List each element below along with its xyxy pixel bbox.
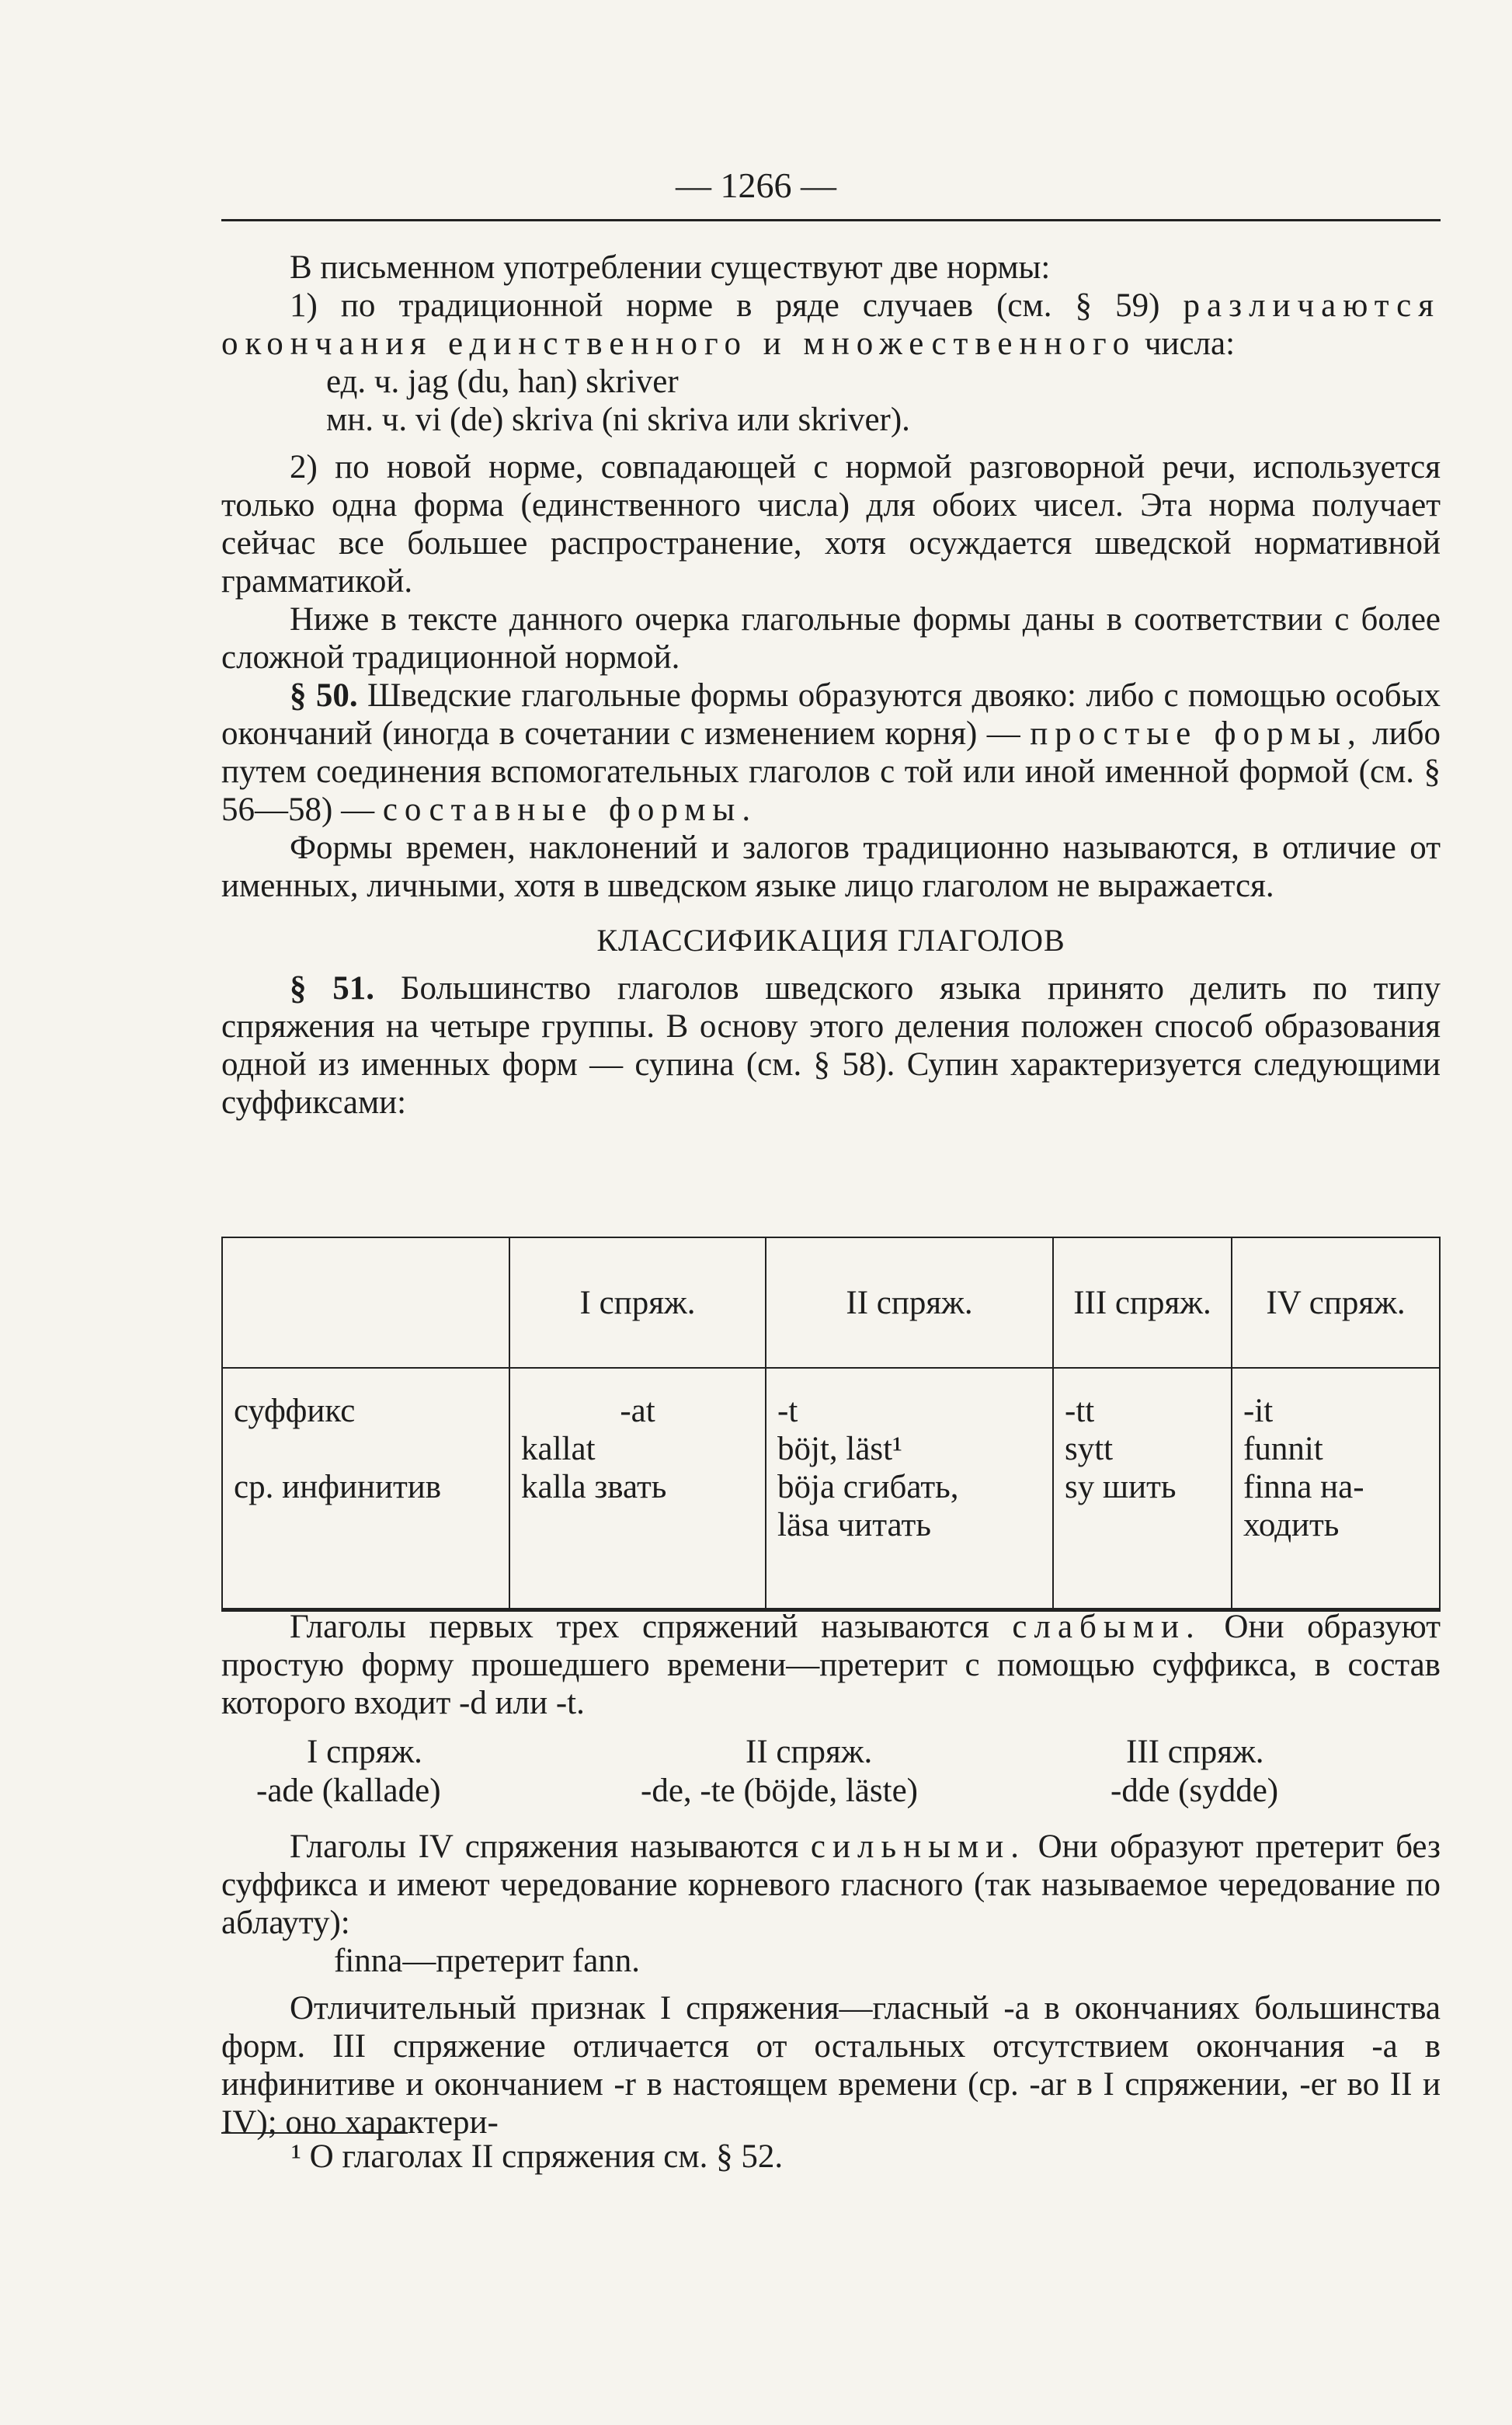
spaced-compound-forms: составные формы.: [382, 792, 758, 828]
cell-line: -t: [777, 1393, 798, 1429]
table-row: [222, 1368, 1440, 1609]
weak-verbs-text-b: Они образуют простую форму прошедшего времени—претерит с помощью суффикса, в состав которого входит -d или -t.: [221, 1609, 1441, 1721]
cell-line: böja сгибать,: [777, 1469, 959, 1505]
page-number: — 1266 —: [676, 165, 836, 205]
paragraph-norms-intro: В письменном употреблении существуют две нормы:: [290, 249, 1051, 286]
preterite-header-1: I спряж.: [307, 1734, 422, 1770]
spaced-text-differ: различаются окончания единственного и множественного: [221, 287, 1441, 362]
preterite-suffix-1: -ade (kallade): [256, 1773, 441, 1809]
paragraph-traditional-norm: [221, 287, 1441, 363]
conjugation-table: [221, 1237, 1441, 1609]
text-block-2: [221, 1608, 1441, 2141]
spaced-strong: сильными.: [810, 1828, 1026, 1865]
cell-line: -at: [620, 1393, 655, 1429]
text-number: числа:: [1144, 325, 1236, 362]
section-sign-50: § 50.: [290, 677, 358, 714]
paragraph-personal-forms: Формы времен, наклонений и залогов традиционно называются, в отличие от именных, личными, хотя в шведском языке лицо глаголом не выражается.: [221, 830, 1441, 904]
table-header-conj-3: III спряж.: [1053, 1237, 1232, 1368]
section-51-text: Большинство глаголов шведского языка принято делить по типу спряжения на четыре группы. В основу этого деления положен способ образования одной из именных форм — супина (см. § 58). Супин характеризуется следующими суффиксами:: [221, 970, 1441, 1121]
spaced-weak: слабыми.: [1012, 1609, 1201, 1645]
table-cell-conj-2: [766, 1368, 1053, 1609]
paragraph-section-51: [221, 969, 1441, 1122]
footnote: ¹ О глаголах II спряжения см. § 52.: [291, 2138, 784, 2175]
row-label-infinitive: ср. инфинитив: [234, 1469, 442, 1505]
example-ablaut: finna—претерит fann.: [334, 1943, 641, 1979]
header-rule: [221, 219, 1441, 221]
row-label-suffix: суффикс: [234, 1393, 356, 1429]
traditional-norm-text: 1) по традиционной норме в ряде случаев (см. § 59): [290, 287, 1160, 324]
table-cell-conj-4: [1232, 1368, 1440, 1609]
cell-line: sy шить: [1065, 1469, 1177, 1505]
table-header-conj-2: II спряж.: [766, 1237, 1053, 1368]
cell-line: sytt: [1065, 1431, 1114, 1467]
cell-line: funnit: [1243, 1431, 1323, 1467]
cell-line: kallat: [521, 1431, 596, 1467]
paragraph-section-50: [221, 677, 1441, 829]
paragraph-new-norm: 2) по новой норме, совпадающей с нормой разговорной речи, используется только одна форма (единственного числа) для обоих чисел. Эта норма получает сейчас все большее распространение, хотя осуждается шведской нормативной грамматикой.: [221, 449, 1441, 600]
section-heading: КЛАССИФИКАЦИЯ ГЛАГОЛОВ: [596, 923, 1065, 958]
table-row-labels: [222, 1368, 509, 1609]
cell-line: kalla звать: [521, 1469, 667, 1505]
section-50-text-a: Шведские глагольные формы образуются двояко: либо с помощью особых окончаний (иногда в сочетании с изменением корня) —: [221, 677, 1441, 752]
table-header-row: [222, 1237, 1440, 1368]
preterite-header-3: III спряж.: [1126, 1734, 1264, 1770]
strong-verbs-text-b: Они образуют претерит без суффикса и имеют чередование корневого гласного (так называемое чередование по аблауту):: [221, 1828, 1441, 1941]
weak-verbs-text-a: Глаголы первых трех спряжений называются: [290, 1609, 989, 1645]
text-block-1: [221, 249, 1441, 1122]
preterite-header-2: II спряж.: [746, 1734, 873, 1770]
preterite-suffix-row: [221, 1733, 1441, 1818]
cell-line: läsa читать: [777, 1507, 931, 1543]
cell-line: -tt: [1065, 1393, 1095, 1429]
paragraph-traditional-note: Ниже в тексте данного очерка глагольные формы даны в соответствии с более сложной традиционной нормой.: [221, 601, 1441, 676]
cell-line: böjt, läst¹: [777, 1431, 902, 1467]
paragraph-weak-verbs: [221, 1608, 1441, 1722]
cell-line: finna на-: [1243, 1469, 1364, 1505]
table-header-empty: [222, 1237, 509, 1368]
paragraph-strong-verbs: [221, 1828, 1441, 1942]
section-sign-51: § 51.: [290, 970, 375, 1007]
section-50-text-b: либо путем соединения вспомогательных глаголов с той или иной именной формой (см. § 56—58) —: [221, 715, 1441, 828]
cell-line: -it: [1243, 1393, 1274, 1429]
paragraph-conjugation-features: Отличительный признак I спряжения—гласный -a в окончаниях большинства форм. III спряжение отличается от остальных отсутствием окончания -a в инфинитиве и окончанием -r в настоящем времени (ср. -ar в I спряжении, -er во II и IV); оно характери-: [221, 1990, 1441, 2141]
strong-verbs-text-a: Глаголы IV спряжения называются: [290, 1828, 799, 1865]
table-cell-conj-1: [509, 1368, 766, 1609]
footnote-rule: [221, 2132, 408, 2134]
preterite-suffix-3: -dde (sydde): [1111, 1773, 1279, 1809]
preterite-suffix-2: -de, -te (böjde, läste): [641, 1773, 918, 1809]
table-header-conj-1: I спряж.: [509, 1237, 766, 1368]
table-header-conj-4: IV спряж.: [1232, 1237, 1440, 1368]
example-plural: мн. ч. vi (de) skriva (ni skriva или skriver).: [326, 402, 910, 438]
spaced-simple-forms: простые формы,: [1030, 715, 1363, 752]
table-cell-conj-3: [1053, 1368, 1232, 1609]
example-singular: ед. ч. jag (du, han) skriver: [326, 364, 679, 400]
cell-line: ходить: [1243, 1507, 1340, 1543]
